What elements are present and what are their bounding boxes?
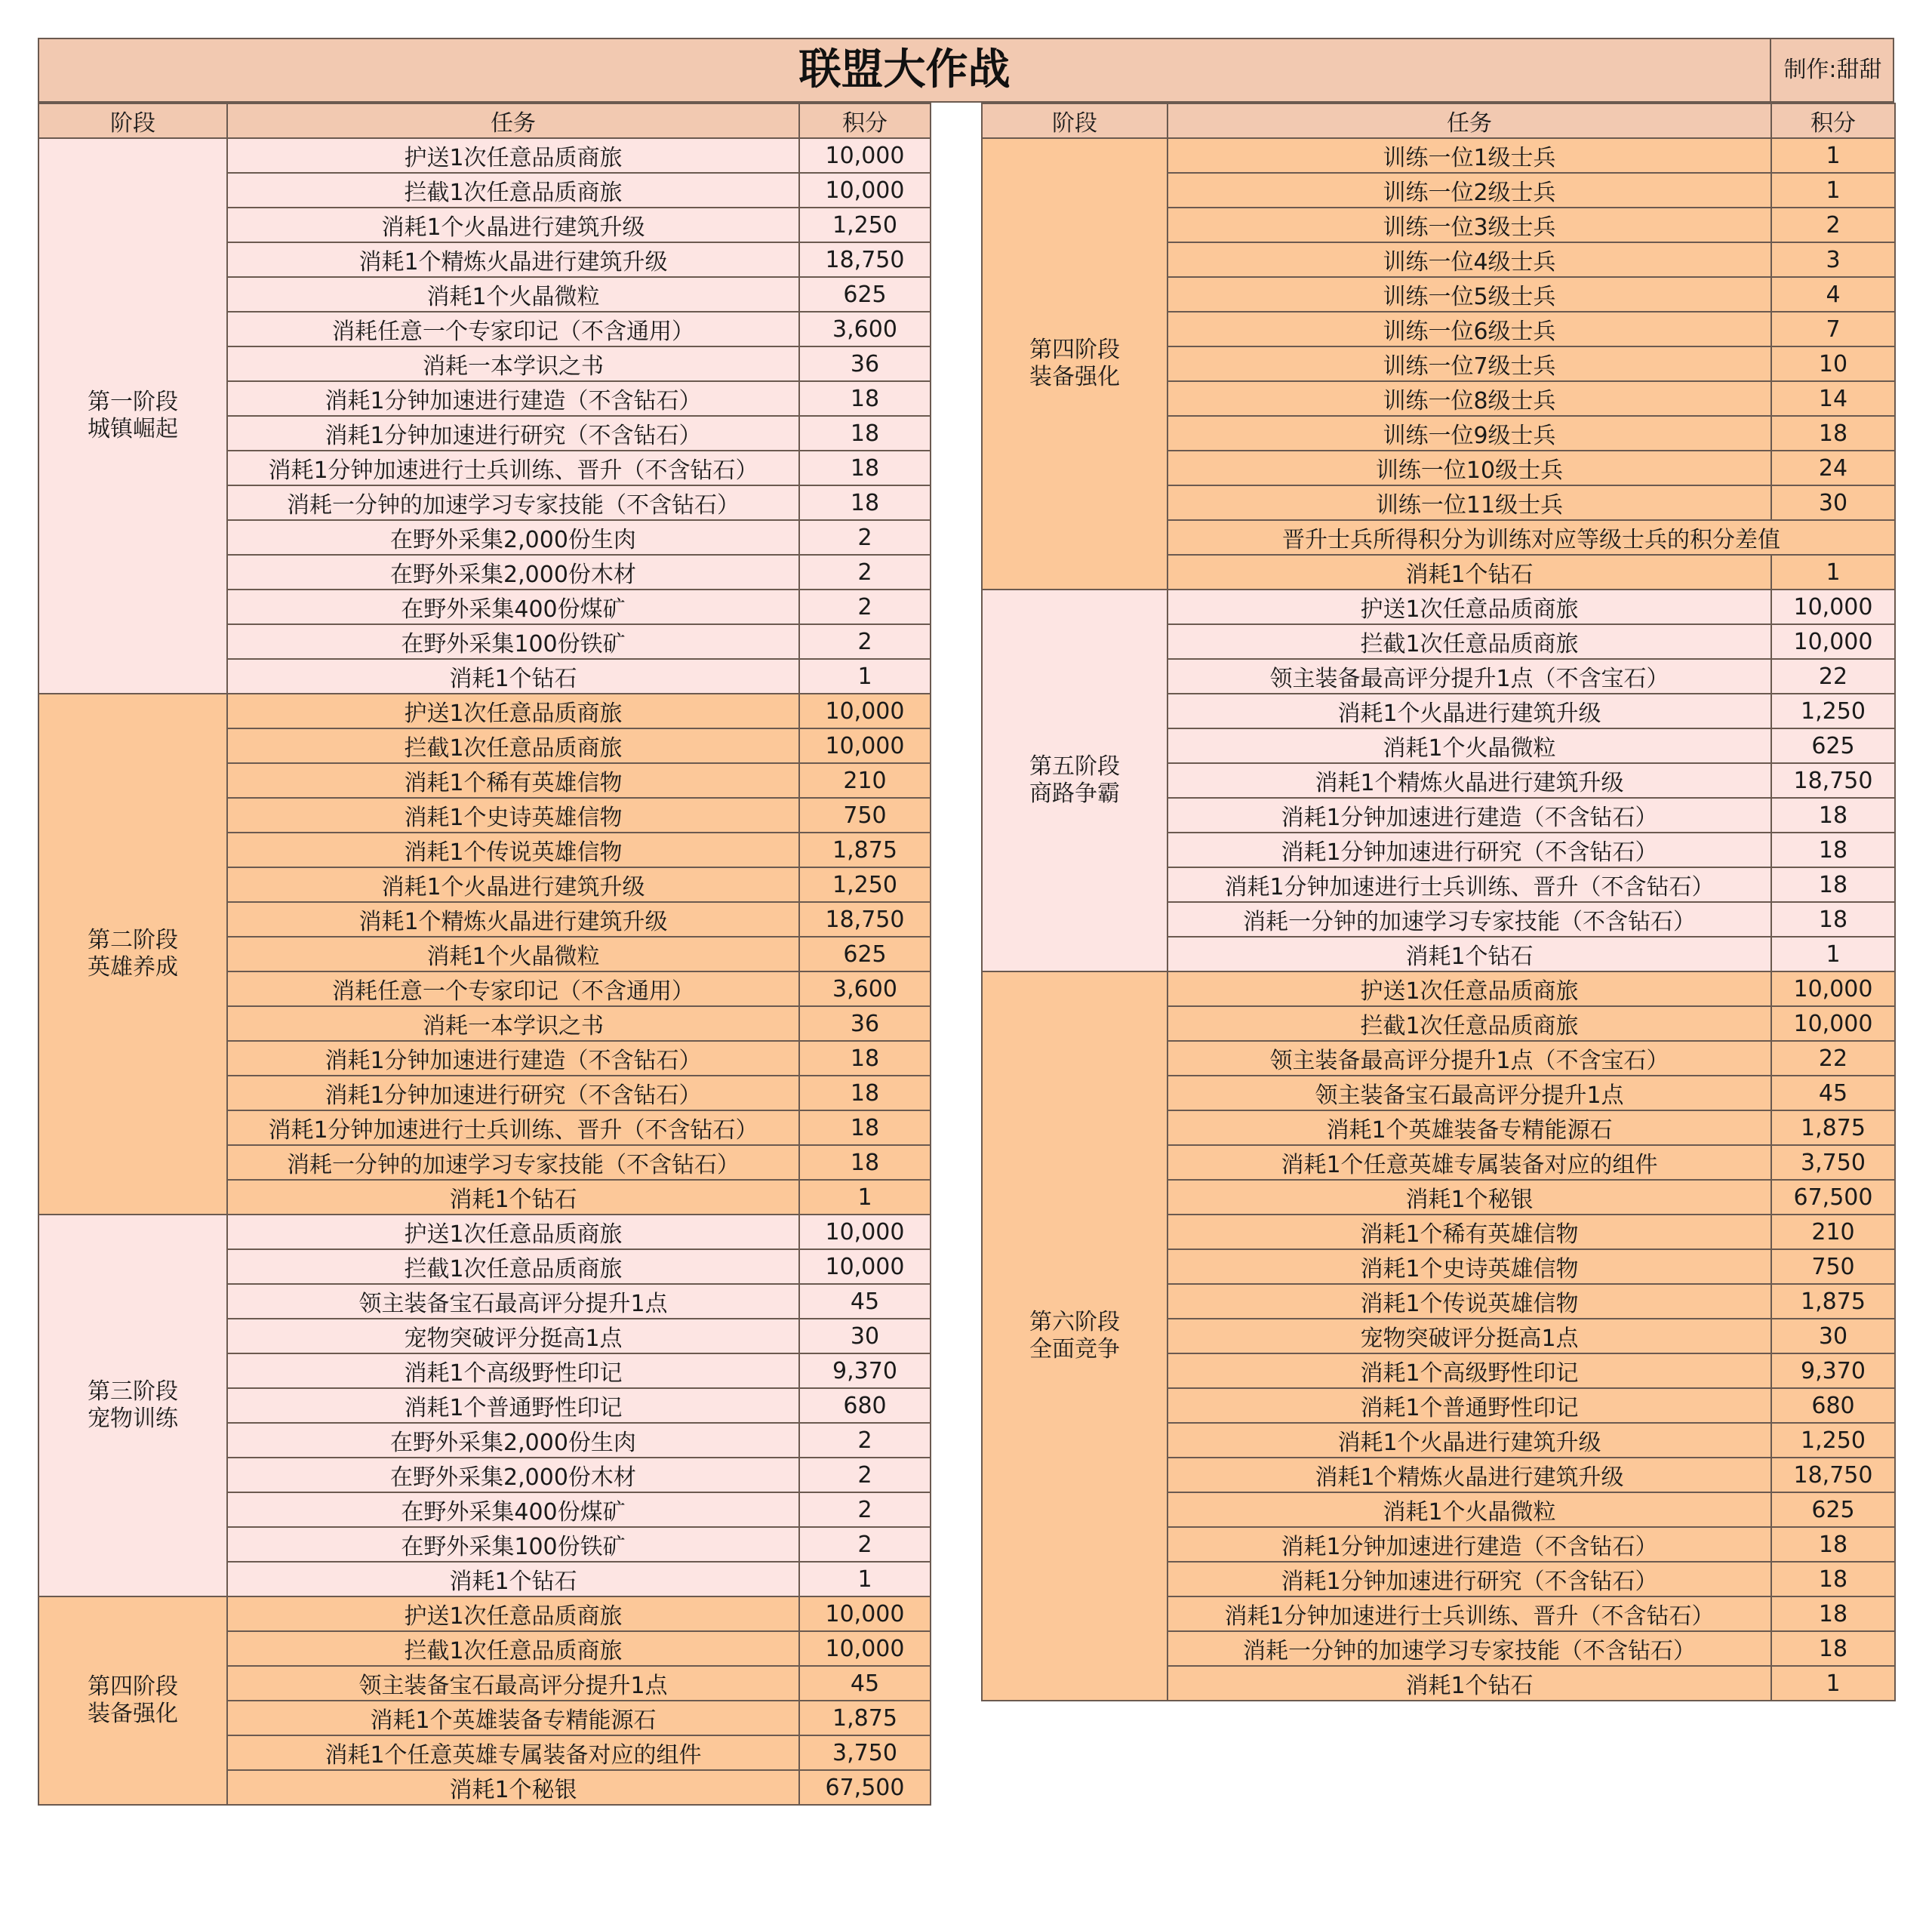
points-cell: 10,000 xyxy=(1771,1006,1895,1041)
task-cell: 领主装备宝石最高评分提升1点 xyxy=(1168,1076,1771,1110)
task-cell: 消耗一分钟的加速学习专家技能（不含钻石） xyxy=(227,485,799,520)
stage-cell: 第三阶段 宠物训练 xyxy=(38,1215,227,1596)
task-cell: 在野外采集2,000份木材 xyxy=(227,555,799,590)
task-cell: 消耗1个普通野性印记 xyxy=(227,1388,799,1423)
task-cell: 消耗1分钟加速进行建造（不含钻石） xyxy=(227,381,799,416)
task-cell: 消耗1个精炼火晶进行建筑升级 xyxy=(227,902,799,937)
points-cell: 18 xyxy=(1771,1562,1895,1596)
points-cell: 18 xyxy=(1771,798,1895,833)
task-cell: 护送1次任意品质商旅 xyxy=(227,694,799,728)
task-cell: 训练一位3级士兵 xyxy=(1168,208,1771,242)
points-cell: 10,000 xyxy=(799,694,931,728)
points-cell: 18 xyxy=(1771,1596,1895,1631)
task-cell: 消耗1个火晶进行建筑升级 xyxy=(1168,694,1771,728)
stage-cell: 第四阶段 装备强化 xyxy=(982,138,1168,590)
table-row xyxy=(982,590,1895,624)
task-cell: 消耗1个英雄装备专精能源石 xyxy=(227,1701,799,1735)
task-cell: 消耗1分钟加速进行士兵训练、晋升（不含钻石） xyxy=(227,1110,799,1145)
task-cell: 消耗1个钻石 xyxy=(227,659,799,694)
points-cell: 3 xyxy=(1771,242,1895,277)
points-cell: 9,370 xyxy=(799,1353,931,1388)
task-cell: 消耗1个稀有英雄信物 xyxy=(227,763,799,798)
task-cell: 消耗1个英雄装备专精能源石 xyxy=(1168,1110,1771,1145)
points-cell: 24 xyxy=(1771,451,1895,485)
points-cell: 18,750 xyxy=(1771,763,1895,798)
points-cell: 1 xyxy=(799,1562,931,1596)
task-cell: 消耗1个高级野性印记 xyxy=(227,1353,799,1388)
task-cell: 在野外采集400份煤矿 xyxy=(227,590,799,624)
task-cell: 消耗1分钟加速进行建造（不含钻石） xyxy=(1168,1527,1771,1562)
task-cell: 消耗一本学识之书 xyxy=(227,346,799,381)
task-cell: 消耗1个火晶微粒 xyxy=(1168,1492,1771,1527)
points-cell: 10,000 xyxy=(799,728,931,763)
points-cell: 30 xyxy=(799,1319,931,1353)
points-cell: 10,000 xyxy=(1771,590,1895,624)
task-cell: 消耗1个秘银 xyxy=(227,1770,799,1805)
header-stage: 阶段 xyxy=(38,103,227,138)
task-cell: 在野外采集2,000份木材 xyxy=(227,1458,799,1492)
points-cell: 625 xyxy=(799,937,931,971)
points-cell: 67,500 xyxy=(799,1770,931,1805)
task-cell: 消耗1分钟加速进行士兵训练、晋升（不含钻石） xyxy=(1168,867,1771,902)
points-cell: 680 xyxy=(799,1388,931,1423)
points-cell: 18,750 xyxy=(1771,1458,1895,1492)
header-points: 积分 xyxy=(1771,103,1895,138)
stage-cell: 第四阶段 装备强化 xyxy=(38,1596,227,1805)
points-cell: 18 xyxy=(799,1076,931,1110)
task-cell: 消耗1分钟加速进行士兵训练、晋升（不含钻石） xyxy=(227,451,799,485)
points-cell: 680 xyxy=(1771,1388,1895,1423)
points-cell: 1 xyxy=(1771,138,1895,173)
points-cell: 18 xyxy=(1771,833,1895,867)
points-cell: 2 xyxy=(1771,208,1895,242)
points-cell: 18 xyxy=(799,416,931,451)
points-cell: 18 xyxy=(799,451,931,485)
task-cell: 消耗1个精炼火晶进行建筑升级 xyxy=(1168,763,1771,798)
points-cell: 1 xyxy=(1771,937,1895,971)
task-cell: 训练一位8级士兵 xyxy=(1168,381,1771,416)
points-cell: 18 xyxy=(1771,867,1895,902)
right-task-table xyxy=(981,103,1896,1701)
task-cell: 消耗一分钟的加速学习专家技能（不含钻石） xyxy=(1168,1631,1771,1666)
points-cell: 10,000 xyxy=(799,1215,931,1249)
task-cell: 消耗1分钟加速进行研究（不含钻石） xyxy=(227,1076,799,1110)
task-cell: 在野外采集2,000份生肉 xyxy=(227,520,799,555)
header-task: 任务 xyxy=(227,103,799,138)
points-cell: 18 xyxy=(799,381,931,416)
points-cell: 45 xyxy=(799,1284,931,1319)
points-cell: 3,600 xyxy=(799,312,931,346)
task-cell: 消耗1分钟加速进行建造（不含钻石） xyxy=(1168,798,1771,833)
task-cell: 消耗1个火晶进行建筑升级 xyxy=(1168,1423,1771,1458)
task-cell: 消耗1个火晶微粒 xyxy=(1168,728,1771,763)
header-task: 任务 xyxy=(1168,103,1771,138)
task-cell: 消耗1个普通野性印记 xyxy=(1168,1388,1771,1423)
points-cell: 18 xyxy=(799,485,931,520)
task-cell: 消耗1个钻石 xyxy=(1168,555,1771,590)
task-cell: 消耗1分钟加速进行研究（不含钻石） xyxy=(1168,1562,1771,1596)
points-cell: 18 xyxy=(1771,1527,1895,1562)
task-cell: 训练一位10级士兵 xyxy=(1168,451,1771,485)
points-cell: 10,000 xyxy=(799,1249,931,1284)
task-cell: 消耗一分钟的加速学习专家技能（不含钻石） xyxy=(227,1145,799,1180)
task-cell: 消耗1个史诗英雄信物 xyxy=(1168,1249,1771,1284)
right-table-block xyxy=(981,103,1894,1701)
page-title: 联盟大作战 xyxy=(798,45,1011,94)
task-cell: 消耗1个钻石 xyxy=(1168,1666,1771,1701)
task-cell: 消耗1个精炼火晶进行建筑升级 xyxy=(1168,1458,1771,1492)
task-cell: 消耗1个任意英雄专属装备对应的组件 xyxy=(227,1735,799,1770)
task-cell: 拦截1次任意品质商旅 xyxy=(227,1249,799,1284)
task-cell: 训练一位4级士兵 xyxy=(1168,242,1771,277)
points-cell: 1,250 xyxy=(1771,694,1895,728)
points-cell: 3,750 xyxy=(1771,1145,1895,1180)
task-cell: 消耗1个传说英雄信物 xyxy=(227,833,799,867)
points-cell: 3,600 xyxy=(799,971,931,1006)
task-cell: 拦截1次任意品质商旅 xyxy=(227,728,799,763)
task-cell: 训练一位9级士兵 xyxy=(1168,416,1771,451)
task-cell: 护送1次任意品质商旅 xyxy=(1168,971,1771,1006)
task-cell: 消耗1个高级野性印记 xyxy=(1168,1353,1771,1388)
points-cell: 18 xyxy=(1771,1631,1895,1666)
task-cell: 在野外采集100份铁矿 xyxy=(227,1527,799,1562)
points-cell: 10 xyxy=(1771,346,1895,381)
points-cell: 1,875 xyxy=(1771,1110,1895,1145)
points-cell: 750 xyxy=(1771,1249,1895,1284)
table-row xyxy=(38,138,931,173)
points-cell: 18,750 xyxy=(799,902,931,937)
task-cell: 训练一位2级士兵 xyxy=(1168,173,1771,208)
points-cell: 45 xyxy=(799,1666,931,1701)
points-cell: 2 xyxy=(799,1423,931,1458)
points-cell: 750 xyxy=(799,798,931,833)
table-row xyxy=(982,138,1895,173)
task-cell: 领主装备宝石最高评分提升1点 xyxy=(227,1666,799,1701)
task-cell: 消耗任意一个专家印记（不含通用） xyxy=(227,971,799,1006)
points-cell: 10,000 xyxy=(799,138,931,173)
task-cell: 消耗1个钻石 xyxy=(1168,937,1771,971)
task-cell: 消耗1分钟加速进行研究（不含钻石） xyxy=(1168,833,1771,867)
task-cell: 拦截1次任意品质商旅 xyxy=(227,1631,799,1666)
task-cell: 消耗1分钟加速进行建造（不含钻石） xyxy=(227,1041,799,1076)
stage-cell: 第六阶段 全面竞争 xyxy=(982,971,1168,1701)
task-cell: 消耗1个史诗英雄信物 xyxy=(227,798,799,833)
stage-cell: 第二阶段 英雄养成 xyxy=(38,694,227,1215)
task-cell: 消耗1个钻石 xyxy=(227,1180,799,1215)
task-cell: 训练一位7级士兵 xyxy=(1168,346,1771,381)
points-cell: 10,000 xyxy=(1771,624,1895,659)
points-cell: 9,370 xyxy=(1771,1353,1895,1388)
task-cell: 宠物突破评分挺高1点 xyxy=(227,1319,799,1353)
stage-cell: 第五阶段 商路争霸 xyxy=(982,590,1168,971)
task-cell: 消耗1个秘银 xyxy=(1168,1180,1771,1215)
points-cell: 625 xyxy=(1771,728,1895,763)
points-cell: 2 xyxy=(799,555,931,590)
points-cell: 18,750 xyxy=(799,242,931,277)
task-cell: 训练一位11级士兵 xyxy=(1168,485,1771,520)
task-cell: 训练一位6级士兵 xyxy=(1168,312,1771,346)
task-cell: 晋升士兵所得积分为训练对应等级士兵的积分差值 xyxy=(1168,520,1895,555)
task-cell: 领主装备宝石最高评分提升1点 xyxy=(227,1284,799,1319)
points-cell: 1,250 xyxy=(799,867,931,902)
points-cell: 10,000 xyxy=(1771,971,1895,1006)
task-cell: 消耗一本学识之书 xyxy=(227,1006,799,1041)
points-cell: 2 xyxy=(799,1492,931,1527)
task-cell: 消耗1个火晶进行建筑升级 xyxy=(227,867,799,902)
points-cell: 1 xyxy=(1771,1666,1895,1701)
task-cell: 消耗1分钟加速进行士兵训练、晋升（不含钻石） xyxy=(1168,1596,1771,1631)
event-sheet xyxy=(38,38,1894,1877)
points-cell: 2 xyxy=(799,1527,931,1562)
task-cell: 训练一位5级士兵 xyxy=(1168,277,1771,312)
points-cell: 22 xyxy=(1771,1041,1895,1076)
points-cell: 18 xyxy=(799,1041,931,1076)
points-cell: 1 xyxy=(1771,555,1895,590)
points-cell: 14 xyxy=(1771,381,1895,416)
task-cell: 领主装备最高评分提升1点（不含宝石） xyxy=(1168,1041,1771,1076)
task-cell: 消耗1个钻石 xyxy=(227,1562,799,1596)
left-table-block xyxy=(38,103,930,1806)
points-cell: 36 xyxy=(799,346,931,381)
task-cell: 护送1次任意品质商旅 xyxy=(227,1596,799,1631)
table-row xyxy=(982,971,1895,1006)
points-cell: 18 xyxy=(799,1145,931,1180)
points-cell: 1,250 xyxy=(799,208,931,242)
task-cell: 护送1次任意品质商旅 xyxy=(1168,590,1771,624)
task-cell: 消耗1个火晶微粒 xyxy=(227,277,799,312)
table-row xyxy=(38,1596,931,1631)
task-cell: 消耗1个火晶微粒 xyxy=(227,937,799,971)
points-cell: 10,000 xyxy=(799,1596,931,1631)
task-cell: 在野外采集2,000份生肉 xyxy=(227,1423,799,1458)
stage-cell: 第一阶段 城镇崛起 xyxy=(38,138,227,694)
task-cell: 拦截1次任意品质商旅 xyxy=(1168,1006,1771,1041)
task-cell: 护送1次任意品质商旅 xyxy=(227,1215,799,1249)
task-cell: 在野外采集400份煤矿 xyxy=(227,1492,799,1527)
points-cell: 2 xyxy=(799,624,931,659)
task-cell: 拦截1次任意品质商旅 xyxy=(227,173,799,208)
points-cell: 67,500 xyxy=(1771,1180,1895,1215)
points-cell: 45 xyxy=(1771,1076,1895,1110)
task-cell: 在野外采集100份铁矿 xyxy=(227,624,799,659)
points-cell: 1 xyxy=(799,659,931,694)
points-cell: 1 xyxy=(799,1180,931,1215)
title-bar xyxy=(38,38,1894,103)
task-cell: 消耗1个稀有英雄信物 xyxy=(1168,1215,1771,1249)
table-row xyxy=(38,694,931,728)
points-cell: 625 xyxy=(1771,1492,1895,1527)
task-cell: 训练一位1级士兵 xyxy=(1168,138,1771,173)
points-cell: 1,875 xyxy=(799,833,931,867)
points-cell: 2 xyxy=(799,520,931,555)
points-cell: 1 xyxy=(1771,173,1895,208)
task-cell: 消耗1个传说英雄信物 xyxy=(1168,1284,1771,1319)
points-cell: 18 xyxy=(799,1110,931,1145)
points-cell: 625 xyxy=(799,277,931,312)
points-cell: 2 xyxy=(799,1458,931,1492)
left-task-table xyxy=(38,103,931,1806)
points-cell: 210 xyxy=(799,763,931,798)
task-cell: 护送1次任意品质商旅 xyxy=(227,138,799,173)
points-cell: 30 xyxy=(1771,1319,1895,1353)
points-cell: 3,750 xyxy=(799,1735,931,1770)
task-cell: 消耗1个火晶进行建筑升级 xyxy=(227,208,799,242)
points-cell: 1,250 xyxy=(1771,1423,1895,1458)
points-cell: 10,000 xyxy=(799,1631,931,1666)
points-cell: 7 xyxy=(1771,312,1895,346)
maker-credit: 制作:甜甜 xyxy=(1770,39,1894,101)
table-row xyxy=(38,1215,931,1249)
task-cell: 消耗1个任意英雄专属装备对应的组件 xyxy=(1168,1145,1771,1180)
task-cell: 领主装备最高评分提升1点（不含宝石） xyxy=(1168,659,1771,694)
task-cell: 消耗1分钟加速进行研究（不含钻石） xyxy=(227,416,799,451)
points-cell: 1,875 xyxy=(799,1701,931,1735)
points-cell: 22 xyxy=(1771,659,1895,694)
points-cell: 18 xyxy=(1771,416,1895,451)
points-cell: 10,000 xyxy=(799,173,931,208)
task-cell: 宠物突破评分挺高1点 xyxy=(1168,1319,1771,1353)
points-cell: 30 xyxy=(1771,485,1895,520)
task-cell: 消耗一分钟的加速学习专家技能（不含钻石） xyxy=(1168,902,1771,937)
points-cell: 2 xyxy=(799,590,931,624)
points-cell: 4 xyxy=(1771,277,1895,312)
task-cell: 消耗1个精炼火晶进行建筑升级 xyxy=(227,242,799,277)
points-cell: 18 xyxy=(1771,902,1895,937)
points-cell: 36 xyxy=(799,1006,931,1041)
header-stage: 阶段 xyxy=(982,103,1168,138)
task-cell: 拦截1次任意品质商旅 xyxy=(1168,624,1771,659)
task-cell: 消耗任意一个专家印记（不含通用） xyxy=(227,312,799,346)
header-points: 积分 xyxy=(799,103,931,138)
points-cell: 210 xyxy=(1771,1215,1895,1249)
points-cell: 1,875 xyxy=(1771,1284,1895,1319)
